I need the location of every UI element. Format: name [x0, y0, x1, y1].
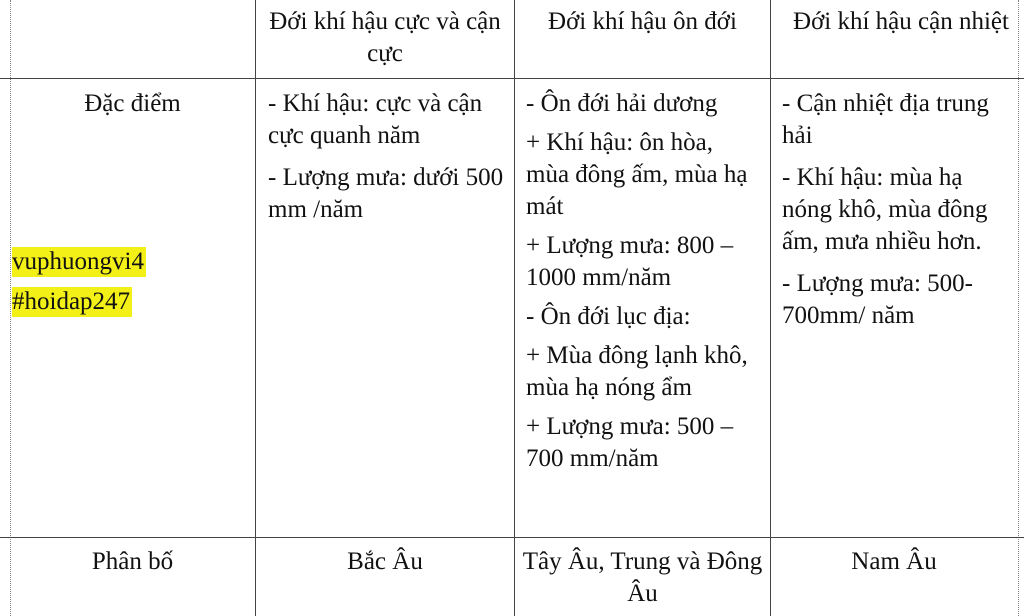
- watermark-username: vuphuongvi4: [12, 248, 144, 275]
- polar-features: [268, 88, 504, 236]
- temperate-feature-item: + Lượng mưa: 500 – 700 mm/năm: [526, 413, 734, 472]
- polar-feature-item: - Lượng mưa: dưới 500 mm /năm: [268, 164, 504, 223]
- temperate-feature-item: + Khí hậu: ôn hòa, mùa đông ấm, mùa hạ mát: [526, 129, 748, 220]
- distribution-subtropical: Nam Âu: [851, 548, 937, 575]
- polar-feature-item: - Khí hậu: cực và cận cực quanh năm: [268, 90, 483, 149]
- watermark: [12, 242, 146, 322]
- header-subtropical: Đới khí hậu cận nhiệt: [793, 8, 1009, 35]
- column-divider-3: [770, 0, 771, 616]
- row-label-distribution: Phân bố: [91, 548, 174, 575]
- temperate-feature-item: - Ôn đới lục địa:: [526, 303, 691, 330]
- column-divider-2: [514, 0, 515, 616]
- header-temperate: Đới khí hậu ôn đới: [548, 8, 737, 35]
- distribution-polar: Bắc Âu: [347, 548, 423, 575]
- temperate-feature-item: - Ôn đới hải dương: [526, 90, 718, 117]
- subtropical-feature-item: - Lượng mưa: 500-700mm/ năm: [782, 270, 973, 329]
- temperate-feature-item: + Mùa đông lạnh khô, mùa hạ nóng ẩm: [526, 342, 748, 401]
- distribution-temperate: Tây Âu, Trung và Đông Âu: [522, 548, 763, 607]
- temperate-feature-item: + Lượng mưa: 800 – 1000 mm/năm: [526, 232, 734, 291]
- subtropical-feature-item: - Cận nhiệt địa trung hải: [782, 90, 989, 149]
- subtropical-feature-item: - Khí hậu: mùa hạ nóng khô, mùa đông ấm, mưa nhiều hơn.: [782, 164, 988, 255]
- row-divider-1: [0, 78, 1024, 79]
- column-divider-1: [255, 0, 256, 616]
- row-label-features: Đặc điểm: [84, 90, 181, 117]
- temperate-features: [526, 88, 762, 482]
- header-polar: Đới khí hậu cực và cận cực: [269, 8, 501, 67]
- row-divider-2: [0, 537, 1024, 538]
- subtropical-features: [782, 88, 1014, 342]
- table-right-border: [1018, 0, 1019, 616]
- table-left-border: [10, 0, 11, 616]
- watermark-hashtag: #hoidap247: [12, 288, 131, 315]
